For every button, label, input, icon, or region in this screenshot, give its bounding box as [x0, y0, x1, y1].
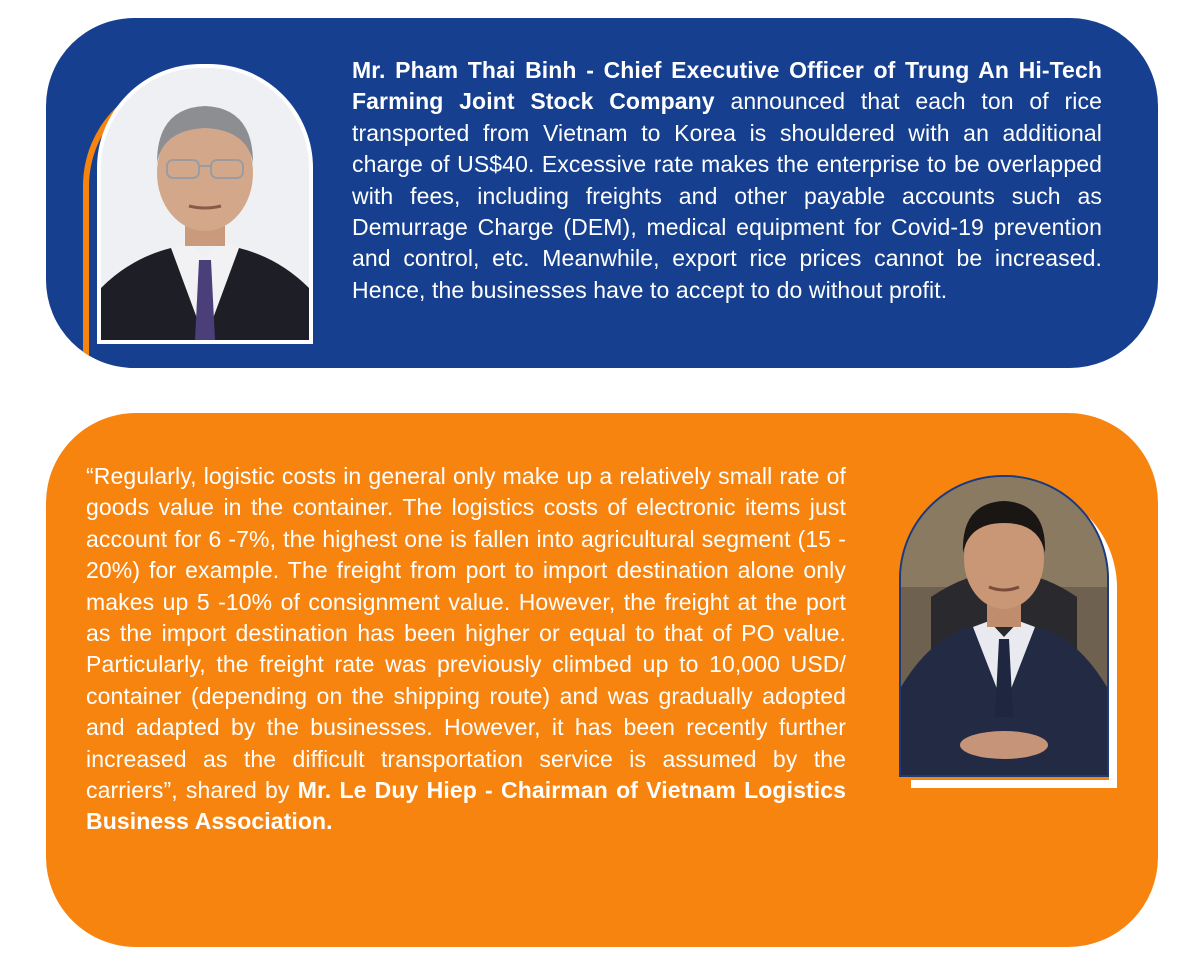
ceo-quote-text [352, 55, 1102, 306]
ceo-portrait-photo [97, 64, 313, 344]
ceo-photo-frame [97, 64, 311, 356]
chairman-name-title: Mr. Le Duy Hiep - Chairman of Vietnam Logistics Business Association. [86, 777, 846, 835]
portrait-photo-icon [101, 68, 309, 340]
quote-card-ceo [46, 18, 1158, 368]
photo-float-spacer [846, 461, 1126, 780]
quote-card-chairman [46, 413, 1158, 947]
ceo-name-title: Mr. Pham Thai Binh - Chief Executive Officer of Trung An Hi-Tech Farming Joint Stock Company [352, 57, 1102, 115]
chairman-quote-body: “Regularly, logistic costs in general only make up a relatively small rate of goods value in the container. The logistics costs of electronic items just account for 6 -7%, the highest one is fallen into agricultural segment (15 - 20%) for example. The freight from port to import destination alone only makes up 5 -10% of consignment value. However, the freight at the port as the import destination has been higher or equal to that of PO value. Particularly, the freight rate was previously climbed up to 10,000 USD/ container (depending on the shipping route) and was gradually adopted and adapted by the businesses. However, it has been recently further increased as the difficult transportation service is assumed by the carriers”, shared by [86, 463, 846, 804]
ceo-quote-body: announced that each ton of rice transported from Vietnam to Korea is shouldered with an additional charge of US$40. Excessive rate makes the enterprise to be overlapped with fees, including freights and other payable accounts such as Demurrage Charge (DEM), medical equipment for Covid-19 prevention and control, etc. Meanwhile, export rice prices cannot be increased. Hence, the businesses have to accept to do without profit. [352, 88, 1102, 303]
chairman-quote-text [86, 461, 1126, 838]
